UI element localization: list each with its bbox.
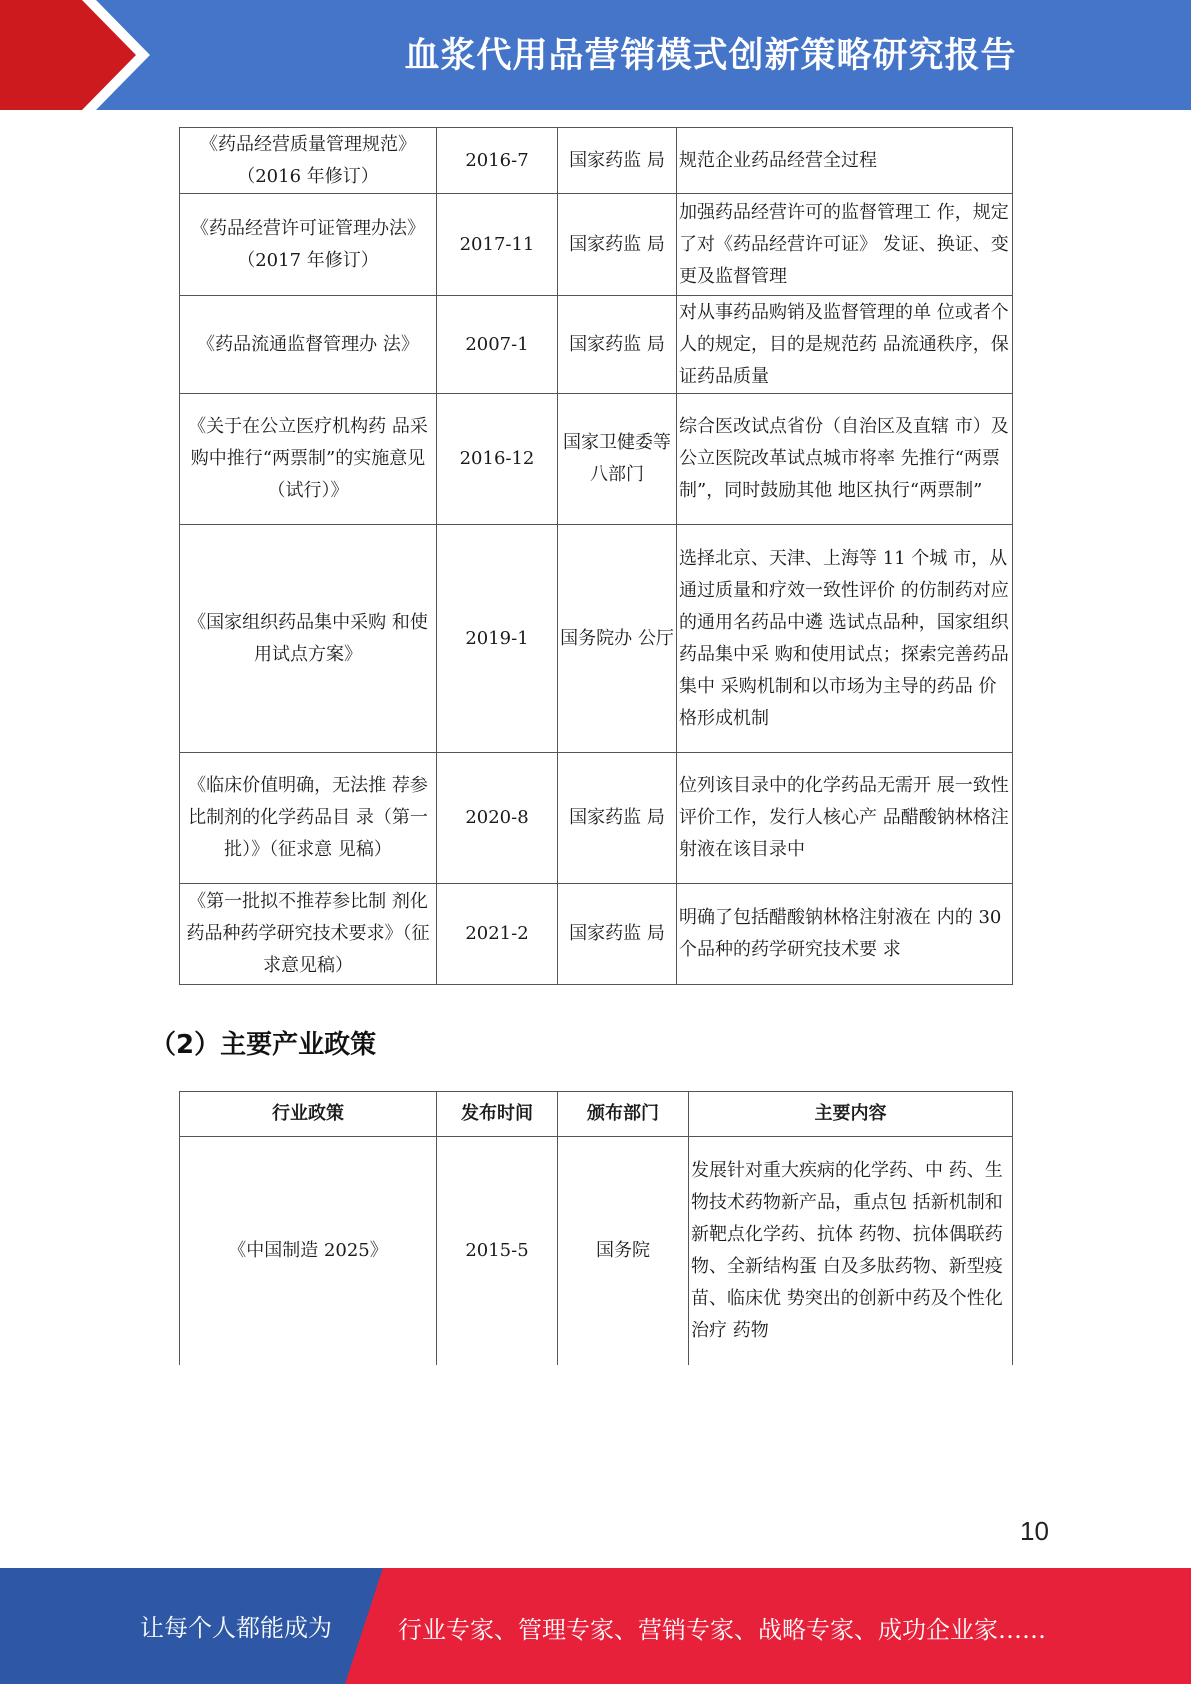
header-banner [0, 0, 1191, 110]
content-cell: 发展针对重大疾病的化学药、中 药、生物技术药物新产品，重点包 括新机制和新靶点化学药、抗体 药物、抗体偶联药物、全新结构蛋 白及多肽药物、新型疫苗、临床优 势突出的创新中药及个性化治疗 药物 [689, 1137, 1013, 1366]
policy-name-cell: 《临床价值明确，无法推 荐参比制剂的化学药品目 录（第一批）》（征求意 见稿） [180, 753, 437, 884]
release-date-cell: 2019-1 [437, 525, 558, 753]
release-date-cell: 2015-5 [437, 1137, 558, 1366]
content-cell: 选择北京、天津、上海等 11 个城 市，从通过质量和疗效一致性评价 的仿制药对应的通用名药品中遴 选试点品种，国家组织药品集中采 购和使用试点；探索完善药品集中 采购机制和以市场为主导的药品 价格形成机制 [677, 525, 1013, 753]
policy-name-cell: 《中国制造 2025》 [180, 1137, 437, 1366]
content-cell: 加强药品经营许可的监督管理工 作，规定了对《药品经营许可证》 发证、换证、变更及监督管理 [677, 194, 1013, 296]
content-cell: 综合医改试点省份（自治区及直辖 市）及公立医院改革试点城市将率 先推行“两票制”，同时鼓励其他 地区执行“两票制” [677, 394, 1013, 525]
column-header-policy: 行业政策 [180, 1092, 437, 1137]
table-header-row [180, 1092, 1013, 1137]
table-row [180, 394, 1013, 525]
content-cell: 规范企业药品经营全过程 [677, 128, 1013, 194]
release-date-cell: 2021-2 [437, 884, 558, 985]
footer-slogan-right: 行业专家、管理专家、营销专家、战略专家、成功企业家…… [398, 1616, 1046, 1644]
table-row [180, 128, 1013, 194]
table-row [180, 1137, 1013, 1366]
department-cell: 国务院办 公厅 [558, 525, 677, 753]
policy-table-continued [179, 127, 1013, 985]
column-header-content: 主要内容 [689, 1092, 1013, 1137]
section-heading: （2）主要产业政策 [150, 1030, 377, 1060]
report-title: 血浆代用品营销模式创新策略研究报告 [404, 36, 1017, 76]
release-date-cell: 2007-1 [437, 296, 558, 394]
footer-banner [0, 1568, 1191, 1684]
release-date-cell: 2016-7 [437, 128, 558, 194]
column-header-date: 发布时间 [437, 1092, 558, 1137]
policy-name-cell: 《国家组织药品集中采购 和使用试点方案》 [180, 525, 437, 753]
content-cell: 明确了包括醋酸钠林格注射液在 内的 30 个品种的药学研究技术要 求 [677, 884, 1013, 985]
content-cell: 对从事药品购销及监督管理的单 位或者个人的规定，目的是规范药 品流通秩序，保证药品质量 [677, 296, 1013, 394]
department-cell: 国家药监 局 [558, 194, 677, 296]
department-cell: 国家卫健委等八部门 [558, 394, 677, 525]
policy-name-cell: 《第一批拟不推荐参比制 剂化药品种药学研究技术要求》（征求意见稿） [180, 884, 437, 985]
policy-name-cell: 《关于在公立医疗机构药 品采购中推行“两票制”的实施意见（试行）》 [180, 394, 437, 525]
department-cell: 国务院 [558, 1137, 689, 1366]
department-cell: 国家药监 局 [558, 884, 677, 985]
release-date-cell: 2020-8 [437, 753, 558, 884]
release-date-cell: 2017-11 [437, 194, 558, 296]
department-cell: 国家药监 局 [558, 753, 677, 884]
table-row [180, 525, 1013, 753]
department-cell: 国家药监 局 [558, 296, 677, 394]
department-cell: 国家药监 局 [558, 128, 677, 194]
release-date-cell: 2016-12 [437, 394, 558, 525]
policy-name-cell: 《药品经营许可证管理办法》（2017 年修订） [180, 194, 437, 296]
content-cell: 位列该目录中的化学药品无需开 展一致性评价工作，发行人核心产 品醋酸钠林格注射液在该目录中 [677, 753, 1013, 884]
page-number: 10 [1020, 1516, 1049, 1546]
table-row [180, 884, 1013, 985]
policy-name-cell: 《药品流通监督管理办 法》 [180, 296, 437, 394]
policy-name-cell: 《药品经营质量管理规范》（2016 年修订） [180, 128, 437, 194]
table-row [180, 296, 1013, 394]
industry-policy-table [179, 1091, 1013, 1365]
table-row [180, 194, 1013, 296]
column-header-department: 颁布部门 [558, 1092, 689, 1137]
footer-slogan-left: 让每个人都能成为 [140, 1614, 332, 1642]
table-row [180, 753, 1013, 884]
